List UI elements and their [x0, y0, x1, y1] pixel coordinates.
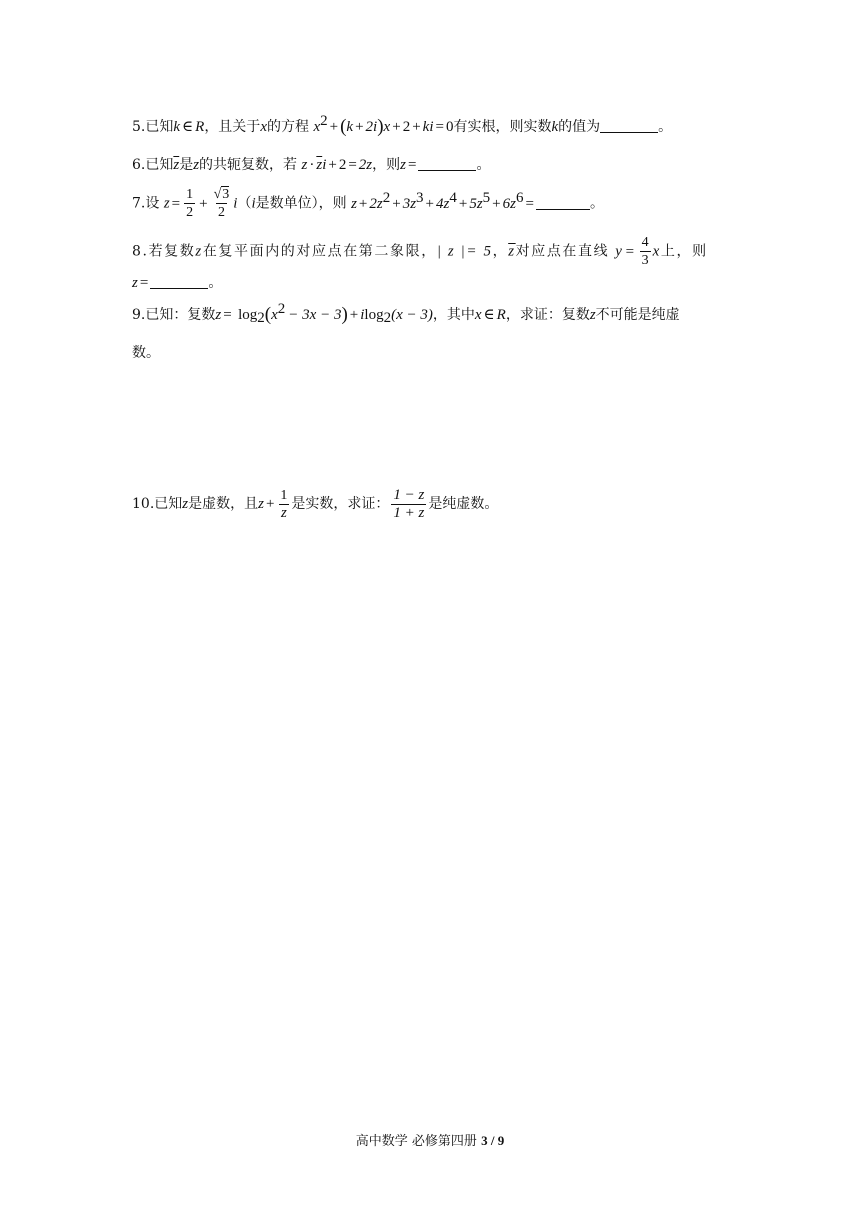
- text: 上，则: [660, 243, 708, 260]
- answer-blank[interactable]: [418, 156, 476, 171]
- question-9-continued: [132, 342, 732, 364]
- text: 是数单位），则: [255, 195, 347, 212]
- math-var: z: [258, 496, 264, 512]
- question-number: 7.: [132, 195, 146, 212]
- math-var: z: [163, 195, 170, 212]
- math-var: k: [173, 119, 181, 135]
- math-var: R: [195, 119, 205, 135]
- math-var: i: [233, 195, 238, 212]
- text: 若复数: [148, 243, 196, 260]
- math-var: x: [260, 119, 267, 135]
- math-op: =: [139, 275, 149, 291]
- log-expression: $\log_2(x^2 - 3x - 3) + ilog_2(x - 3)$: [238, 301, 433, 326]
- math-op: ∈: [483, 307, 495, 323]
- fraction: $\frac{1}{z}$: [280, 487, 288, 521]
- text: 的方程: [266, 119, 309, 135]
- text: 的值为: [558, 119, 601, 135]
- text: 在复平面内的对应点在第二象限，: [202, 243, 437, 260]
- math-var: x: [474, 307, 482, 323]
- math-op: +: [199, 195, 208, 212]
- text: ，其中: [432, 307, 475, 323]
- question-number: 10.: [132, 496, 155, 512]
- fraction: $\frac{1}{2}$: [186, 187, 194, 220]
- question-number: 8.: [132, 243, 149, 260]
- text: 有实根，则实数: [453, 119, 552, 135]
- question-7: [132, 186, 732, 221]
- text: 是: [179, 157, 194, 173]
- math-var: R: [496, 307, 506, 323]
- answer-blank[interactable]: [600, 118, 658, 133]
- text: 已知：复数: [145, 307, 216, 323]
- math-var: k: [551, 119, 559, 135]
- question-6: [132, 154, 732, 176]
- math-op: =: [625, 243, 636, 260]
- math-var: z: [215, 307, 222, 323]
- equation: $x^2 + (k + 2i)x + 2$ + ki = 0: [313, 113, 454, 137]
- question-5: [132, 113, 732, 138]
- text: 数。: [132, 345, 160, 361]
- question-10: [132, 484, 732, 524]
- question-8: [132, 234, 732, 269]
- answer-blank[interactable]: [150, 274, 208, 289]
- math-var: i: [251, 195, 256, 212]
- question-9: [132, 301, 732, 326]
- math-op: ∈: [182, 119, 194, 135]
- math-expr: | z |= 5: [436, 243, 493, 260]
- math-op: +: [265, 496, 275, 512]
- question-number: 5.: [132, 119, 146, 135]
- math-var: z: [182, 496, 189, 512]
- math-var: z: [400, 157, 406, 173]
- math-var: z: [195, 243, 203, 260]
- math-op: =: [171, 195, 181, 212]
- text: 不可能是纯虚: [595, 307, 680, 323]
- equation: $z + 2z^2 + 3z^3 + 4z^4 + 5z^5 + 6z^6$ =: [351, 189, 534, 212]
- text: 对应点在直线: [515, 243, 610, 260]
- text: 是实数，求证：: [291, 496, 390, 512]
- text: 。: [589, 195, 604, 212]
- question-8-answer: [132, 272, 732, 294]
- question-number: 9.: [132, 307, 146, 323]
- fraction: $\frac{4}{3}$: [641, 235, 649, 268]
- page-footer: [0, 1130, 860, 1149]
- text: ，且关于: [204, 119, 261, 135]
- text: 。: [476, 157, 491, 173]
- text: 已知: [154, 496, 183, 512]
- math-op: =: [407, 157, 417, 173]
- text: 。: [658, 119, 673, 135]
- equation: $z \cdot \overline{z}i + 2 = 2z$: [301, 157, 373, 173]
- math-var: z: [132, 275, 138, 291]
- text: 是虚数，且: [188, 496, 259, 512]
- question-number: 6.: [132, 157, 146, 173]
- text: 设: [145, 195, 160, 212]
- text: 的共轭复数，若: [199, 157, 298, 173]
- text: 已知: [145, 119, 174, 135]
- page-total: 9: [497, 1133, 505, 1148]
- math-op: =: [223, 307, 232, 323]
- text: 。: [208, 275, 223, 291]
- text: 是纯虚数。: [428, 496, 499, 512]
- math-var: $\overline{z}$: [173, 157, 180, 173]
- text: ，求证：复数: [505, 307, 590, 323]
- math-var: x: [652, 243, 661, 260]
- footer-title: 高中数学 必修第四册: [355, 1134, 482, 1149]
- text: （: [237, 195, 252, 212]
- math-var: z: [193, 157, 200, 173]
- page-separator: /: [487, 1133, 498, 1148]
- answer-blank[interactable]: [536, 195, 590, 210]
- math-var: y: [615, 243, 624, 260]
- text: ，: [492, 243, 509, 260]
- text: ，则: [372, 157, 401, 173]
- math-var: $\overline{z}$: [508, 243, 516, 260]
- math-var: z: [589, 307, 596, 323]
- fraction: $\frac{√3}{2}$: [213, 187, 230, 220]
- page-number: 3: [481, 1133, 488, 1148]
- text: 已知: [145, 157, 174, 173]
- fraction: $\frac{1 - z}{1 + z}$: [393, 486, 425, 521]
